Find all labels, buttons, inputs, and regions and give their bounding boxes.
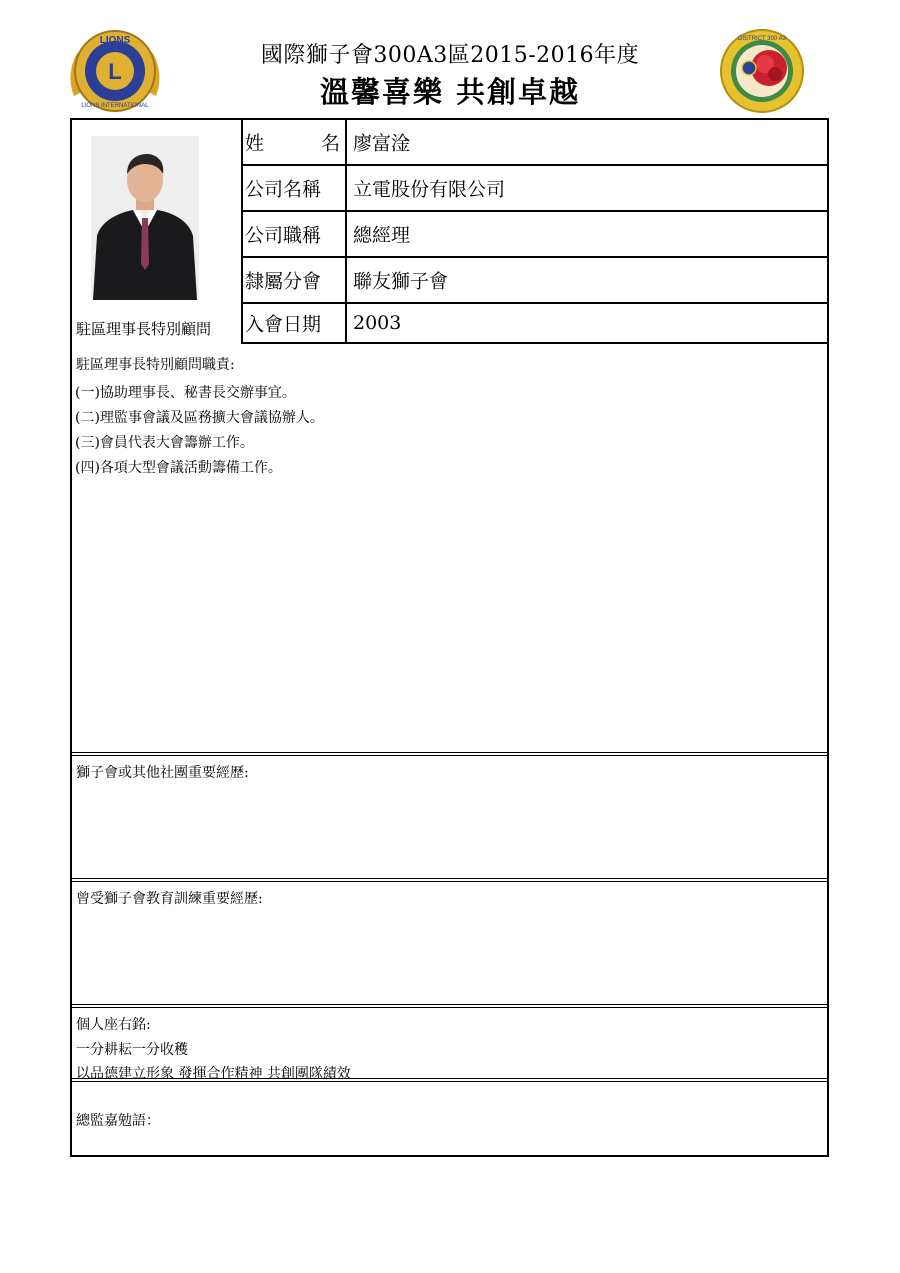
training-section (72, 878, 827, 1004)
field-value-job-title: 總經理 (353, 224, 411, 247)
duty-item: (四)各項大型會議活動籌備工作。 (75, 460, 282, 476)
svg-text:L: L (108, 59, 122, 84)
svg-text:LIONS INTERNATIONAL: LIONS INTERNATIONAL (81, 103, 149, 109)
training-heading: 曾受獅子會教育訓練重要經歷: (76, 891, 263, 907)
field-value-join-date: 2003 (353, 312, 402, 334)
district-rose-logo (719, 28, 805, 114)
field-row-job-title (241, 212, 829, 258)
duties-section (72, 344, 827, 752)
field-row-join-date (241, 304, 829, 344)
field-value-club: 聯友獅子會 (353, 270, 449, 293)
svg-text:LIONS: LIONS (99, 35, 131, 46)
field-label-name: 姓 名 (245, 132, 341, 155)
governor-heading: 總監嘉勉語： (76, 1113, 160, 1129)
position-title: 駐區理事長特別顧問 (76, 320, 212, 338)
photo-cell (72, 120, 243, 342)
motto-line: 以品德建立形象 發揮合作精神 共創團隊績效 (76, 1066, 351, 1082)
field-label-join-date: 入會日期 (245, 313, 322, 336)
experience-section (72, 752, 827, 878)
experience-heading: 獅子會或其他社團重要經歷: (76, 765, 249, 781)
field-value-name: 廖富淦 (353, 132, 411, 155)
motto-heading: 個人座右銘: (76, 1017, 151, 1033)
motto-line: 一分耕耘一分收穫 (76, 1042, 188, 1058)
duty-item: (二)理監事會議及區務擴大會議協辦人。 (75, 410, 324, 426)
header-slogan: 溫馨喜樂 共創卓越 (319, 75, 581, 109)
duty-item: (三)會員代表大會籌辦工作。 (75, 435, 254, 451)
field-label-club: 隸屬分會 (245, 270, 322, 293)
profile-form (70, 118, 829, 1157)
motto-section (72, 1004, 827, 1080)
field-row-name (241, 120, 829, 166)
member-photo (91, 136, 199, 300)
field-row-club (241, 258, 829, 304)
governor-section (72, 1078, 827, 1159)
duty-item: (一)協助理事長、秘書長交辦事宜。 (75, 385, 296, 401)
field-label-job-title: 公司職稱 (245, 224, 322, 247)
field-value-company: 立電股份有限公司 (353, 178, 506, 201)
duties-heading: 駐區理事長特別顧問職責: (76, 357, 235, 373)
field-row-company (241, 166, 829, 212)
header-title: 國際獅子會300A3區2015-2016年度 (260, 43, 640, 68)
field-label-company: 公司名稱 (245, 178, 322, 201)
svg-text:DISTRICT 300 A3: DISTRICT 300 A3 (738, 36, 786, 42)
